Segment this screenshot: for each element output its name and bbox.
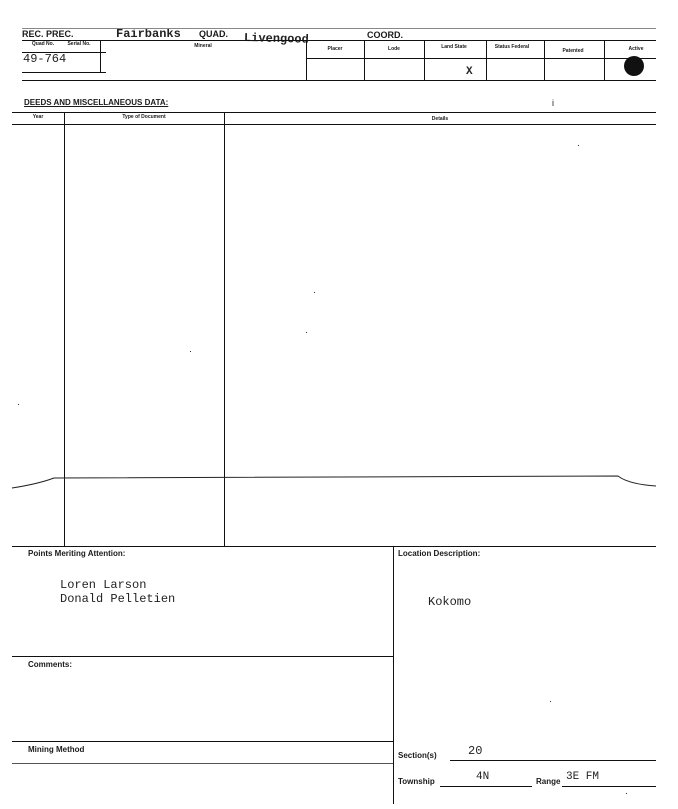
bottom-center-divider	[393, 546, 394, 804]
deeds-header-rule	[12, 124, 656, 125]
table-bottom-rule	[22, 80, 656, 81]
land-state-mark: X	[466, 66, 473, 78]
quad-serial-value: 49-764	[23, 52, 67, 66]
speck	[306, 332, 307, 333]
quad-value: Livengood	[243, 31, 309, 47]
section-line	[450, 760, 656, 761]
township-value: 4N	[476, 771, 490, 783]
mining-method-rule	[12, 741, 393, 742]
section-label: Section(s)	[398, 751, 437, 760]
col-serial-no: Serial No.	[67, 41, 91, 47]
col-status-federal: Status Federal	[494, 44, 530, 50]
col-mineral: Mineral	[194, 43, 212, 49]
speck	[18, 404, 19, 405]
fold-crease-line	[10, 466, 660, 494]
points-name-1: Loren Larson	[60, 578, 147, 592]
section-value: 20	[468, 744, 483, 758]
col-lode: Lode	[388, 46, 400, 52]
col-patented: Patented	[562, 48, 584, 54]
col-active: Active	[628, 46, 644, 52]
township-label: Township	[398, 777, 435, 786]
comments-label: Comments:	[28, 660, 73, 669]
table-left-bottom-rule	[22, 72, 106, 73]
col-placer: Placer	[327, 46, 343, 52]
range-label: Range	[536, 777, 561, 786]
table-divider-2	[306, 40, 307, 80]
location-label: Location Description:	[398, 549, 481, 558]
township-line	[440, 786, 532, 787]
table-divider-7	[604, 40, 605, 80]
col-quad-no: Quad No.	[31, 41, 55, 47]
speck	[314, 292, 315, 293]
speck	[190, 351, 191, 352]
points-name-2: Donald Pelletien	[60, 592, 176, 606]
points-label: Points Meriting Attention:	[28, 549, 126, 558]
table-divider-1	[100, 40, 101, 73]
quad-label: QUAD.	[199, 29, 228, 39]
rec-prec-label: REC. PREC.	[22, 29, 74, 39]
speck	[550, 701, 551, 702]
table-divider-6	[544, 40, 545, 80]
quad-serial-underline	[22, 52, 106, 53]
table-divider-3	[364, 40, 365, 80]
mining-method-underline	[12, 763, 393, 764]
comments-rule	[12, 656, 393, 657]
deeds-section-title: DEEDS AND MISCELLANEOUS DATA:	[24, 98, 169, 107]
active-dot-icon	[624, 56, 644, 76]
speck	[578, 145, 579, 146]
deeds-col-details: Details	[431, 116, 449, 122]
header-rule	[22, 40, 656, 41]
bottom-section-rule	[12, 546, 656, 547]
mining-method-label: Mining Method	[28, 745, 85, 754]
deeds-top-rule	[12, 112, 656, 113]
coord-label: COORD.	[367, 30, 403, 40]
range-value: 3E FM	[566, 771, 600, 783]
location-value: Kokomo	[428, 595, 472, 609]
table-divider-4	[424, 40, 425, 80]
speck	[626, 793, 627, 794]
range-line	[562, 786, 656, 787]
margin-mark: i	[552, 98, 554, 108]
top-rule	[22, 28, 656, 29]
deeds-col-type: Type of Document	[122, 114, 166, 120]
rec-prec-value: Fairbanks	[116, 27, 181, 41]
deeds-col-year: Year	[32, 114, 44, 120]
col-land-state: Land State	[441, 44, 467, 50]
table-divider-5	[486, 40, 487, 80]
